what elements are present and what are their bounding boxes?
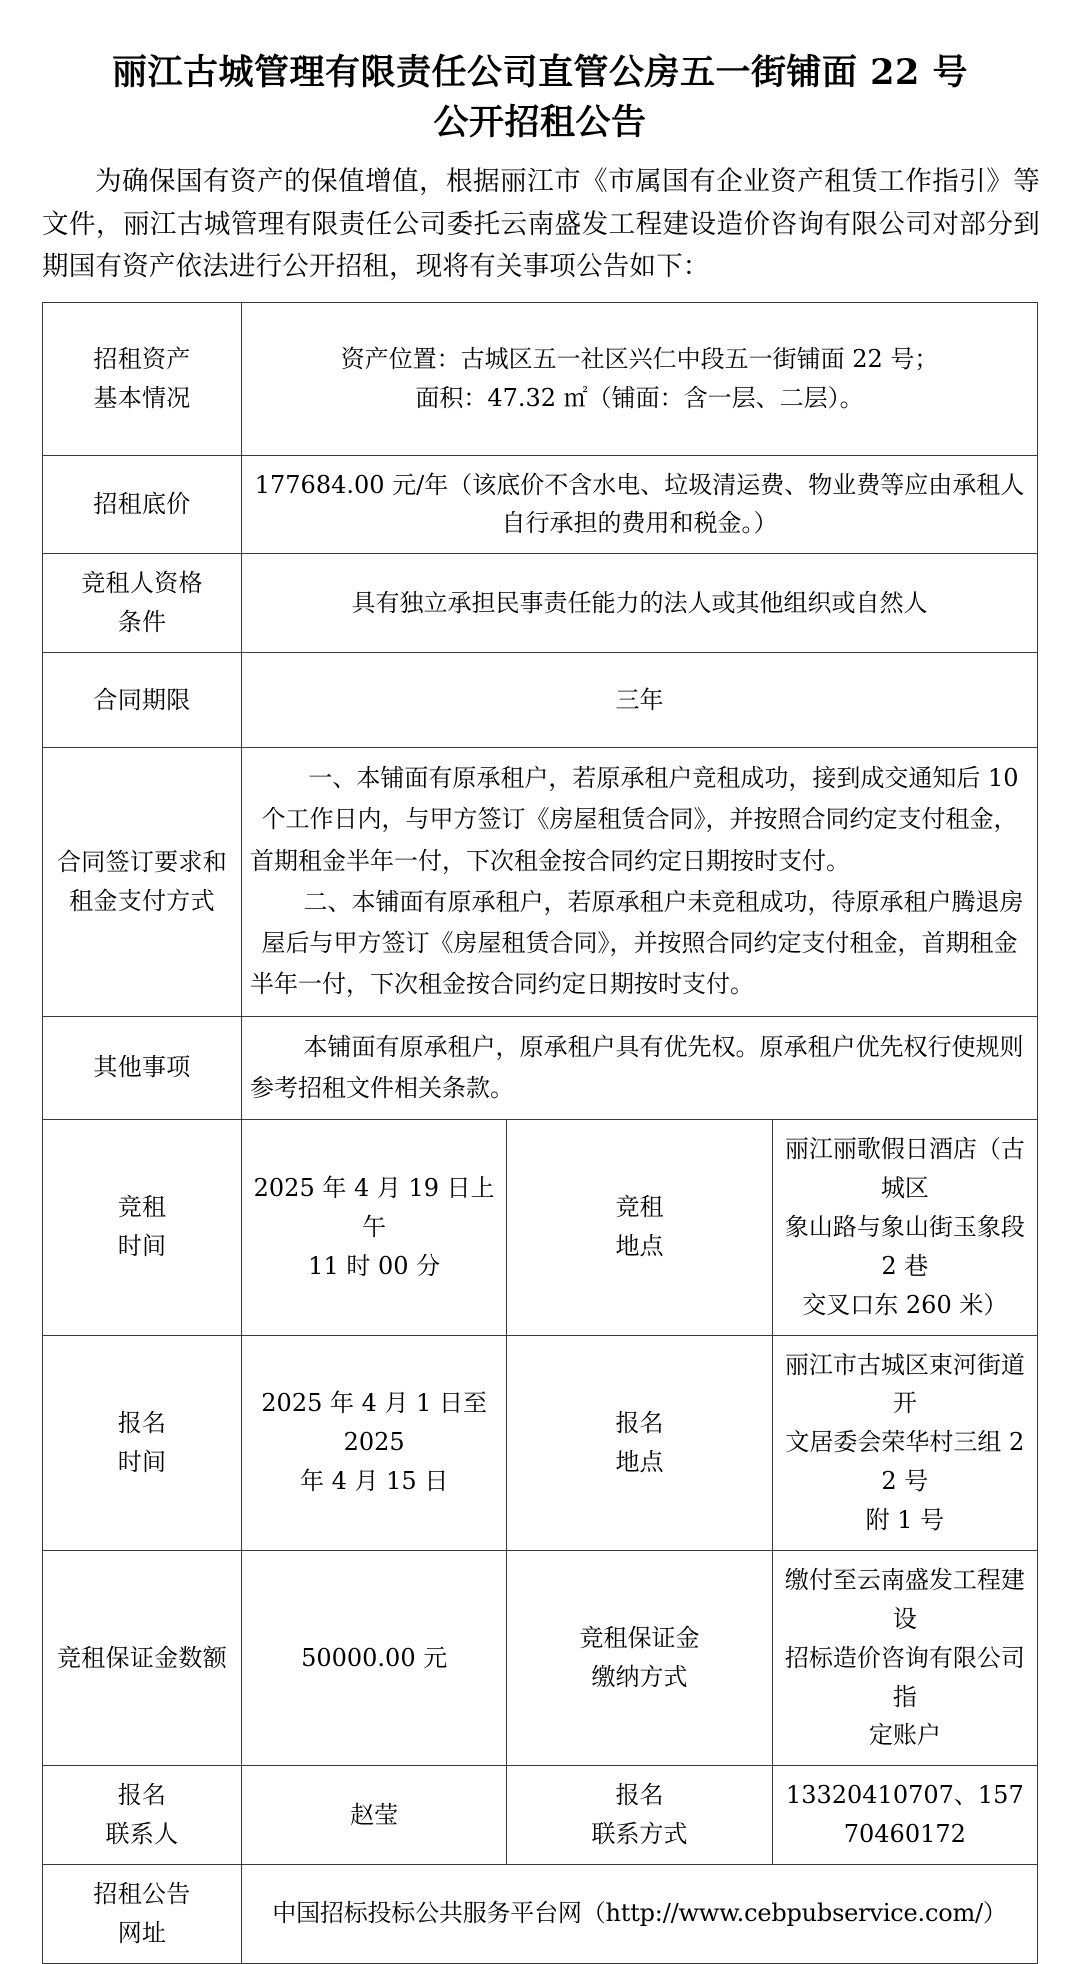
label-deposit-method-line1: 竞租保证金 [579, 1624, 700, 1653]
table-row-base-price [43, 455, 1038, 554]
label-signing [43, 748, 242, 1017]
label-announcement-url [43, 1865, 242, 1964]
label-contract-term: 合同期限 [43, 653, 242, 748]
label-asset-basic-line1: 招租资产 [93, 344, 191, 373]
label-contact-phone-line2: 联系方式 [591, 1820, 688, 1849]
table-row-other-matters [43, 1016, 1038, 1120]
page-title [0, 0, 1080, 147]
label-signing-line1: 合同签订要求和 [56, 847, 228, 876]
intro-paragraph: 为确保国有资产的保值增值，根据丽江市《市属国有企业资产租赁工作指引》等文件，丽江古城管理有限责任公司委托云南盛发工程建设造价咨询有限公司对部分到期国有资产依法进行公开招租，现将有关事项公告如下： [42, 166, 1040, 283]
label-bid-place [507, 1120, 772, 1335]
label-signing-line2: 租金支付方式 [69, 886, 215, 915]
label-qualification-line1: 竞租人资格 [81, 569, 203, 598]
bid-time-line1: 2025 年 4 月 19 日上午 [253, 1174, 495, 1241]
announcement-table [42, 302, 1038, 1964]
title-line-2: 公开招租公告 [433, 101, 647, 143]
value-signup-time [242, 1335, 507, 1550]
signup-place-line3: 附 1 号 [865, 1506, 945, 1535]
value-signup-place [772, 1335, 1037, 1550]
signup-place-line1: 丽江市古城区束河街道开 [784, 1350, 1025, 1418]
label-qualification [43, 554, 242, 653]
value-bid-time [242, 1120, 507, 1335]
label-announcement-url-line1: 招租公告 [93, 1880, 191, 1909]
deposit-method-line1: 缴付至云南盛发工程建设 [784, 1565, 1025, 1633]
value-deposit-method [772, 1550, 1037, 1765]
label-signup-time [43, 1335, 242, 1550]
deposit-method-line2: 招标造价咨询有限公司指 [784, 1643, 1025, 1711]
label-bid-time-line2: 时间 [117, 1232, 167, 1261]
label-asset-basic-line2: 基本情况 [93, 383, 191, 412]
value-base-price: 177684.00 元/年（该底价不含水电、垃圾清运费、物业费等应由承租人自行承担的费用和税金。） [242, 455, 1038, 554]
label-signup-place [507, 1335, 772, 1550]
table-row-contract-term [43, 653, 1038, 748]
signing-paragraph-1: 一、本铺面有原承租户，若原承租户竞租成功，接到成交通知后 10 个工作日内，与甲方签订《房屋租赁合同》，并按照合同约定支付租金，首期租金半年一付，下次租金按合同约定日期按时支付。 [250, 764, 1019, 875]
value-qualification: 具有独立承担民事责任能力的法人或其他组织或自然人 [242, 554, 1038, 653]
label-contact-phone [507, 1766, 772, 1865]
deposit-method-line3: 定账户 [868, 1721, 941, 1750]
label-deposit-method-line2: 缴纳方式 [591, 1663, 688, 1692]
bid-place-line3: 交叉口东 260 米） [802, 1290, 1008, 1319]
label-bid-place-line1: 竞租 [615, 1193, 664, 1222]
other-matters-text: 本铺面有原承租户，原承租户具有优先权。原承租户优先权行使规则参考招租文件相关条款。 [250, 1032, 1024, 1102]
value-contact-person: 赵莹 [242, 1766, 507, 1865]
label-qualification-line2: 条件 [117, 608, 167, 637]
table-row-contact [43, 1766, 1038, 1865]
label-contact-phone-line1: 报名 [615, 1781, 664, 1810]
label-announcement-url-line2: 网址 [117, 1918, 167, 1947]
table-row-signup-time [43, 1335, 1038, 1550]
value-contract-term: 三年 [242, 653, 1038, 748]
label-bid-time-line1: 竞租 [117, 1193, 167, 1222]
table-row-qualification [43, 554, 1038, 653]
bid-place-line2: 象山路与象山街玉象段 2 巷 [784, 1212, 1025, 1280]
label-deposit-method [507, 1550, 772, 1765]
label-bid-time [43, 1120, 242, 1335]
asset-location: 资产位置：古城区五一社区兴仁中段五一街铺面 22 号； [340, 344, 939, 373]
label-signup-place-line1: 报名 [615, 1408, 664, 1437]
value-contact-phone: 13320410707、15770460172 [772, 1766, 1037, 1865]
label-other-matters: 其他事项 [43, 1016, 242, 1120]
value-other-matters [242, 1016, 1038, 1120]
label-base-price: 招租底价 [43, 455, 242, 554]
label-signup-place-line2: 地点 [615, 1447, 664, 1476]
label-signup-time-line2: 时间 [117, 1447, 167, 1476]
bid-time-line2: 11 时 00 分 [308, 1251, 441, 1280]
signup-place-line2: 文居委会荣华村三组 22 号 [785, 1428, 1025, 1496]
label-bid-place-line2: 地点 [615, 1232, 664, 1261]
label-signup-time-line1: 报名 [117, 1408, 167, 1437]
table-row-asset-basic [43, 302, 1038, 455]
value-announcement-url[interactable]: 中国招标投标公共服务平台网（http://www.cebpubservice.com/） [242, 1865, 1038, 1964]
label-deposit-amount: 竞租保证金数额 [43, 1550, 242, 1765]
table-row-signing [43, 748, 1038, 1017]
label-contact-person [43, 1766, 242, 1865]
label-asset-basic [43, 302, 242, 455]
title-line-1: 丽江古城管理有限责任公司直管公房五一街铺面 22 号 [111, 52, 969, 93]
signup-time-line1: 2025 年 4 月 1 日至 2025 [261, 1389, 488, 1457]
table-row-bid-time [43, 1120, 1038, 1335]
signing-paragraph-2: 二、本铺面有原承租户，若原承租户未竞租成功，待原承租户腾退房屋后与甲方签订《房屋租赁合同》，并按照合同约定支付租金，首期租金半年一付，下次租金按合同约定日期按时支付。 [250, 887, 1024, 999]
bid-place-line1: 丽江丽歌假日酒店（古城区 [784, 1135, 1025, 1203]
table-row-deposit [43, 1550, 1038, 1765]
label-contact-person-line1: 报名 [117, 1781, 167, 1810]
value-asset-basic [242, 302, 1038, 455]
signup-time-line2: 年 4 月 15 日 [300, 1467, 449, 1496]
value-bid-place [772, 1120, 1037, 1335]
table-row-announcement-url [43, 1865, 1038, 1964]
value-deposit-amount: 50000.00 元 [242, 1550, 507, 1765]
announcement-table-wrapper [0, 289, 1080, 1964]
label-contact-person-line2: 联系人 [105, 1820, 179, 1849]
asset-area: 面积：47.32 ㎡（铺面：含一层、二层）。 [415, 383, 864, 412]
value-signing [242, 748, 1038, 1017]
